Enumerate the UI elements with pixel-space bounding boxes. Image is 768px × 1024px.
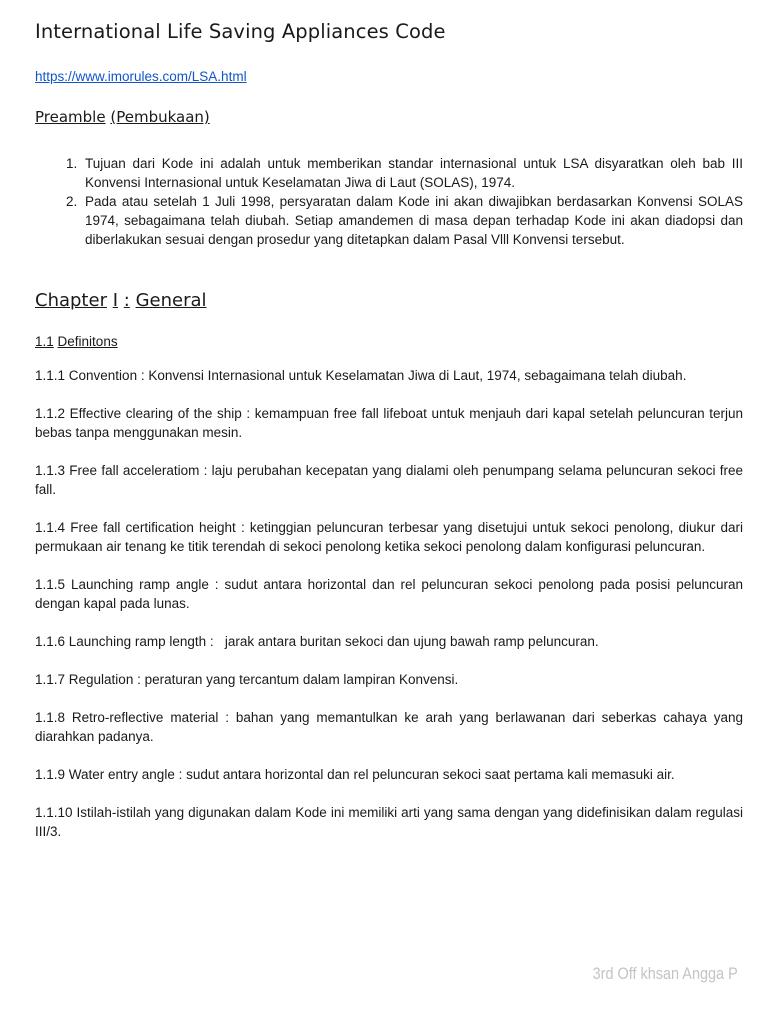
chapter-separator: : <box>123 290 130 311</box>
source-link[interactable]: https://www.imorules.com/LSA.html <box>35 69 247 84</box>
preamble-heading-id: (Pembukaan) <box>110 108 210 126</box>
definition-item: 1.1.8 Retro-reflective material : bahan yang memantulkan ke arah yang berlawanan dari seberkas cahaya yang diarahkan padanya. <box>35 710 743 744</box>
definition-item: 1.1.7 Regulation : peraturan yang tercantum dalam lampiran Konvensi. <box>35 672 459 687</box>
preamble-heading <box>35 108 743 126</box>
definition-item: 1.1.6 Launching ramp length : jarak antara buritan sekoci dan ujung bawah ramp peluncuran. <box>35 634 599 649</box>
chapter-word: Chapter <box>35 290 107 311</box>
preamble-heading-en: Preamble <box>35 108 106 126</box>
list-item: 1. Tujuan dari Kode ini adalah untuk memberikan standar internasional untuk LSA disyaratkan oleh bab III Konvensi Internasional untuk Keselamatan Jiwa di Laut (SOLAS), 1974. <box>81 154 743 192</box>
chapter-heading <box>35 290 743 311</box>
definitions-list <box>35 366 743 841</box>
list-item: 2. Pada atau setelah 1 Juli 1998, persyaratan dalam Kode ini akan diwajibkan berdasarkan Konvensi SOLAS 1974, sebagaimana telah diubah. Setiap amandemen di masa depan terhadap Kode ini akan diadopsi dan diberlakukan sesuai dengan prosedur yang ditetapkan dalam Pasal Vlll Konvensi tersebut. <box>81 192 743 249</box>
definition-item: 1.1.9 Water entry angle : sudut antara horizontal dan rel peluncuran sekoci saat pertama kali memasuki air. <box>35 767 675 782</box>
section-title: Definitons <box>57 334 118 349</box>
chapter-number: I <box>112 290 119 311</box>
footer-author: 3rd Off khsan Angga P <box>592 964 738 983</box>
definition-item: 1.1.1 Convention : Konvensi Internasional untuk Keselamatan Jiwa di Laut, 1974, sebagaimana telah diubah. <box>35 368 687 383</box>
document-page <box>35 20 743 860</box>
definition-item: 1.1.5 Launching ramp angle : sudut antara horizontal dan rel peluncuran sekoci penolong pada posisi peluncuran dengan kapal pada lunas. <box>35 577 743 611</box>
definition-item: 1.1.2 Effective clearing of the ship : kemampuan free fall lifeboat untuk menjauh dari kapal setelah peluncuran terjun bebas tanpa menggunakan mesin. <box>35 406 743 440</box>
chapter-name: General <box>135 290 207 311</box>
definition-item: 1.1.3 Free fall acceleratiom : laju perubahan kecepatan yang dialami oleh penumpang selama peluncuran sekoci free fall. <box>35 463 743 497</box>
preamble-list <box>35 154 743 249</box>
section-number: 1.1 <box>35 334 54 349</box>
definition-item: 1.1.10 Istilah-istilah yang digunakan dalam Kode ini memiliki arti yang sama dengan yang didefinisikan dalam regulasi III/3. <box>35 805 743 839</box>
document-title: International Life Saving Appliances Code <box>35 20 446 43</box>
section-heading <box>35 334 743 349</box>
definition-item: 1.1.4 Free fall certification height : ketinggian peluncuran terbesar yang disetujui untuk sekoci penolong, diukur dari permukaan air tenang ke titik terendah di sekoci penolong ketika sekoci penolong dalam konfigurasi peluncuran. <box>35 520 743 554</box>
